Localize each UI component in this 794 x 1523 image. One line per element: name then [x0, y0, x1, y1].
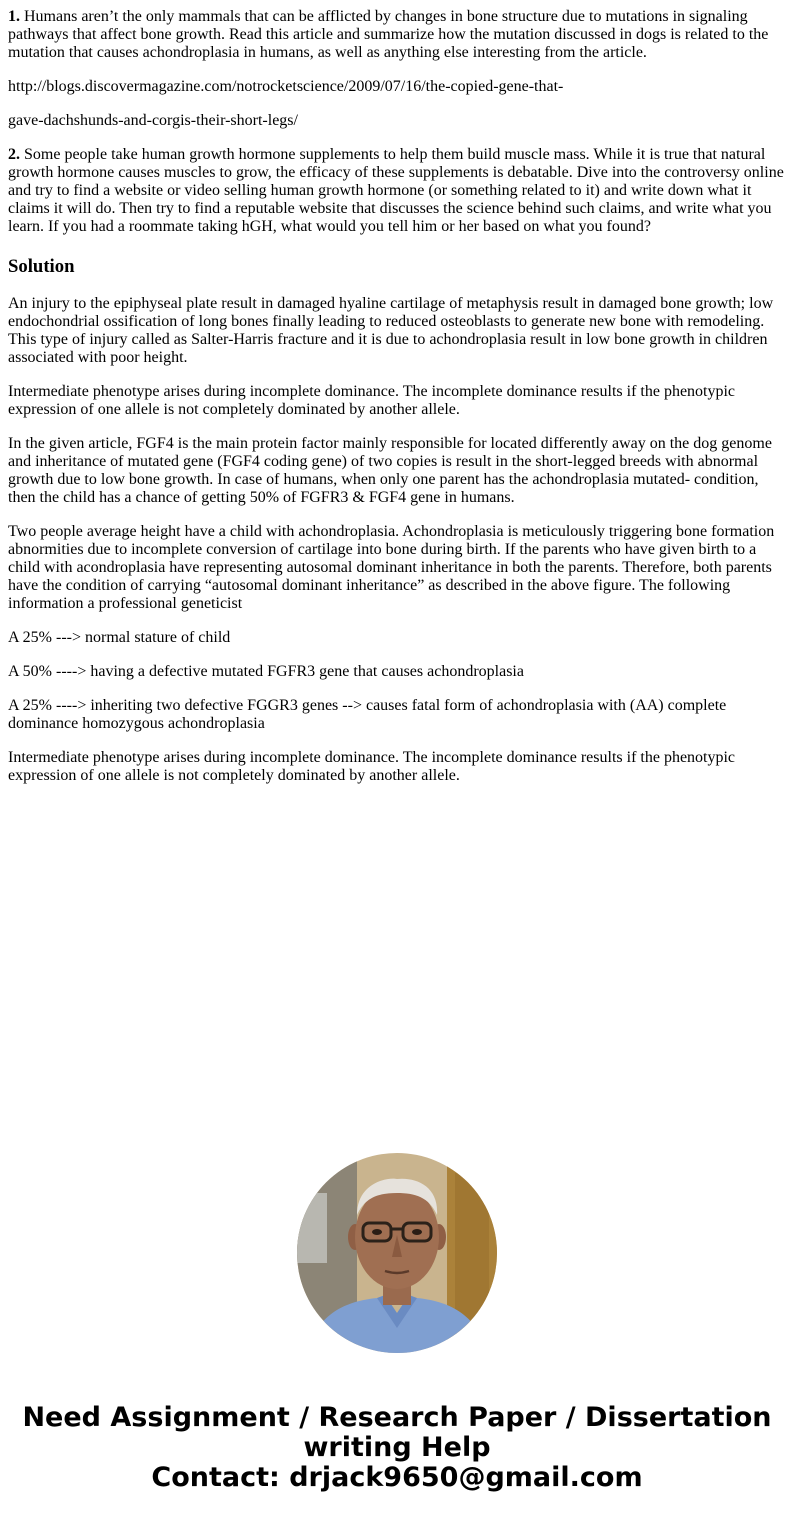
solution-paragraph: Intermediate phenotype arises during incomplete dominance. The incomplete dominance results if the phenotypic expression of one allele is not completely dominated by another allele.: [8, 383, 736, 418]
footer-banner: [0, 1403, 794, 1493]
question-1: [8, 8, 786, 62]
solution-heading: Solution: [8, 256, 75, 277]
question-2: [8, 146, 786, 236]
footer-line-2: writing Help: [303, 1432, 491, 1463]
author-photo: [297, 1153, 497, 1353]
footer-contact: Contact: drjack9650@gmail.com: [151, 1462, 643, 1493]
solution-paragraph: In the given article, FGF4 is the main protein factor mainly responsible for located differently away on the dog genome and inheritance of mutated gene (FGF4 coding gene) of two copies is result in the short-legged breeds with abnormal growth due to low bone growth. In case of humans, when only one parent has the achondroplasia mutated- condition, then the child has a chance of getting 50% of FGFR3 & FGF4 gene in humans.: [8, 435, 772, 506]
article-url-line-1: http://blogs.discovermagazine.com/notrocketscience/2009/07/16/the-copied-gene-that-: [8, 78, 564, 95]
question-1-number: 1.: [8, 8, 20, 25]
question-2-text: Some people take human growth hormone supplements to help them build muscle mass. While it is true that natural growth hormone causes muscles to grow, the efficacy of these supplements is debatable. Dive into the controversy online and try to find a website or video selling human growth hormone (or something related to it) and write down what it claims it will do. Then try to find a reputable website that discusses the science behind such claims, and write what you learn. If you had a roommate taking hGH, what would you tell him or her based on what you found?: [8, 146, 784, 235]
solution-paragraph: A 25% ---> normal stature of child: [8, 629, 231, 646]
solution-paragraph: A 25% ----> inheriting two defective FGGR3 genes --> causes fatal form of achondroplasia with (AA) complete dominance homozygous achondroplasia: [8, 697, 727, 732]
article-url-line-2: gave-dachshunds-and-corgis-their-short-legs/: [8, 112, 298, 129]
question-2-number: 2.: [8, 146, 20, 163]
solution-paragraph: Intermediate phenotype arises during incomplete dominance. The incomplete dominance results if the phenotypic expression of one allele is not completely dominated by another allele.: [8, 749, 736, 784]
solution-paragraph: Two people average height have a child with achondroplasia. Achondroplasia is meticulously triggering bone formation abnormities due to incomplete conversion of cartilage into bone during birth. If the parents who have given birth to a child with acondroplasia have representing autosomal dominant inheritance in both the parents. Therefore, both parents have the condition of carrying “autosomal dominant inheritance” as described in the above figure. The following information a professional geneticist: [8, 523, 775, 612]
solution-paragraph: An injury to the epiphyseal plate result in damaged hyaline cartilage of metaphysis result in damaged bone growth; low endochondrial ossification of long bones finally leading to reduced osteoblasts to generate new bone with remodeling. This type of injury called as Salter-Harris fracture and it is due to achondroplasia result in low bone growth in children associated with poor height.: [8, 295, 774, 366]
question-1-text: Humans aren’t the only mammals that can be afflicted by changes in bone structure due to mutations in signaling pathways that affect bone growth. Read this article and summarize how the mutation discussed in dogs is related to the mutation that causes achondroplasia in humans, as well as anything else interesting from the article.: [8, 8, 769, 61]
solution-paragraph: A 50% ----> having a defective mutated FGFR3 gene that causes achondroplasia: [8, 663, 524, 680]
footer-line-1: Need Assignment / Research Paper / Dissertation: [22, 1402, 772, 1433]
document-body: [8, 8, 786, 801]
